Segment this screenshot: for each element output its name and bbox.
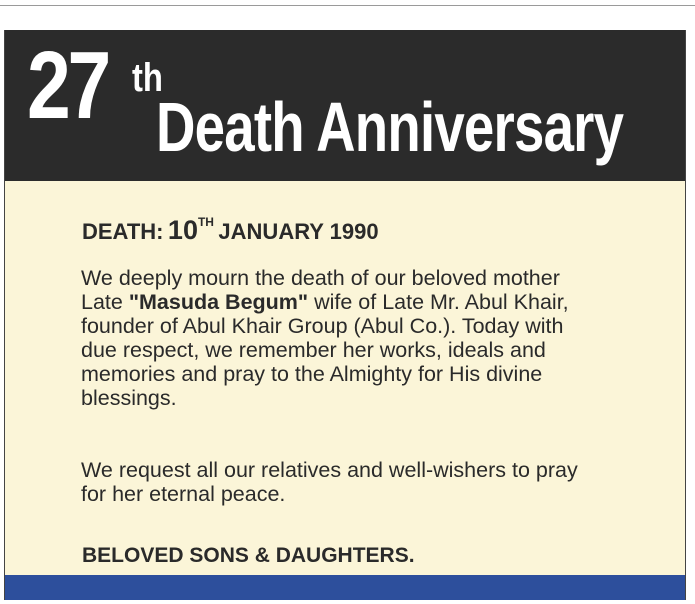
tribute-paragraph xyxy=(81,266,659,410)
tribute-line: Late "Masuda Begum" wife of Late Mr. Abul Khair, xyxy=(81,290,569,314)
deceased-name: "Masuda Begum" xyxy=(128,290,309,314)
tribute-line: founder of Abul Khair Group (Abul Co.). Today with xyxy=(81,314,564,338)
tribute-line: blessings. xyxy=(81,386,177,410)
request-line: for her eternal peace. xyxy=(81,482,286,506)
death-day: 10 xyxy=(167,215,198,245)
top-divider xyxy=(0,5,695,6)
tribute-line: We deeply mourn the death of our beloved mother xyxy=(81,266,560,290)
signature: BELOVED SONS & DAUGHTERS. xyxy=(82,544,415,567)
request-paragraph xyxy=(81,458,659,506)
death-label: DEATH: xyxy=(82,219,164,244)
anniversary-ordinal: th xyxy=(132,56,163,100)
death-month-year: JANUARY 1990 xyxy=(218,219,379,244)
death-date xyxy=(82,215,379,246)
title-banner xyxy=(5,30,685,181)
death-day-suffix: TH xyxy=(197,215,214,229)
tribute-line: memories and pray to the Almighty for His divine xyxy=(81,362,543,386)
request-line: We request all our relatives and well-wishers to pray xyxy=(81,458,578,482)
tribute-line: due respect, we remember her works, ideals and xyxy=(81,338,546,362)
obituary-card xyxy=(4,30,686,600)
footer-bar xyxy=(5,575,685,600)
anniversary-number: 27 xyxy=(27,32,109,139)
banner-title: Death Anniversary xyxy=(156,88,624,166)
